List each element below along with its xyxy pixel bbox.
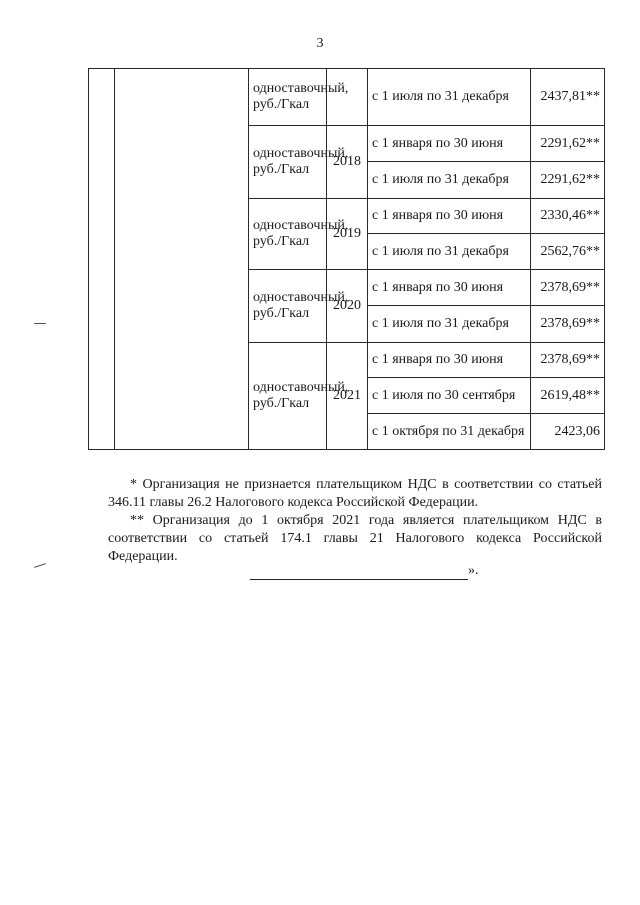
tariff-value-cell: 2423,06 bbox=[531, 414, 605, 450]
margin-mark-lower bbox=[34, 563, 46, 568]
table-row bbox=[89, 69, 605, 126]
tariff-type-cell: одноставочный, руб./Гкал bbox=[249, 199, 327, 270]
period-cell: с 1 июля по 31 декабря bbox=[368, 306, 531, 343]
organization-cell bbox=[115, 69, 249, 450]
closing-quote: ». bbox=[468, 563, 479, 578]
number-cell bbox=[89, 69, 115, 450]
tariff-value-cell: 2291,62** bbox=[531, 126, 605, 162]
period-cell: с 1 октября по 31 декабря bbox=[368, 414, 531, 450]
tariff-value-cell: 2619,48** bbox=[531, 378, 605, 414]
page-number: 3 bbox=[316, 36, 324, 51]
period-cell: с 1 января по 30 июня bbox=[368, 199, 531, 234]
signature-underline bbox=[250, 565, 468, 580]
year-cell: 2019 bbox=[327, 199, 368, 270]
tariff-value-cell: 2378,69** bbox=[531, 306, 605, 343]
year-cell: 2021 bbox=[327, 343, 368, 450]
tariff-type-cell: одноставочный, руб./Гкал bbox=[249, 69, 327, 126]
tariff-value-cell: 2291,62** bbox=[531, 162, 605, 199]
period-cell: с 1 июля по 31 декабря bbox=[368, 234, 531, 270]
tariff-type-cell: одноставочный, руб./Гкал bbox=[249, 343, 327, 450]
period-cell: с 1 января по 30 июня bbox=[368, 343, 531, 378]
tariff-value-cell: 2437,81** bbox=[531, 69, 605, 126]
tariff-value-cell: 2378,69** bbox=[531, 343, 605, 378]
tariff-type-cell: одноставочный, руб./Гкал bbox=[249, 126, 327, 199]
footnote-vat-payer: ** Организация до 1 октября 2021 года является плательщиком НДС в соответствии со статьей 174.1 главы 21 Налогового кодекса Российской Федерации. bbox=[108, 513, 602, 564]
year-cell: 2020 bbox=[327, 270, 368, 343]
tariff-value-cell: 2378,69** bbox=[531, 270, 605, 306]
period-cell: с 1 июля по 30 сентября bbox=[368, 378, 531, 414]
tariff-value-cell: 2330,46** bbox=[531, 199, 605, 234]
footnote-vat-not-payer: * Организация не признается плательщиком НДС в соответствии со статьей 346.11 главы 26.2 Налогового кодекса Российской Федерации. bbox=[108, 477, 602, 510]
period-cell: с 1 января по 30 июня bbox=[368, 270, 531, 306]
tariff-type-cell: одноставочный, руб./Гкал bbox=[249, 270, 327, 343]
margin-mark-upper bbox=[34, 323, 46, 324]
tariff-table bbox=[88, 68, 605, 450]
year-cell: 2018 bbox=[327, 126, 368, 199]
period-cell: с 1 июля по 31 декабря bbox=[368, 162, 531, 199]
period-cell: с 1 июля по 31 декабря bbox=[368, 69, 531, 126]
tariff-table-body bbox=[89, 69, 605, 450]
year-cell bbox=[327, 69, 368, 126]
tariff-value-cell: 2562,76** bbox=[531, 234, 605, 270]
period-cell: с 1 января по 30 июня bbox=[368, 126, 531, 162]
closing-line bbox=[250, 562, 490, 580]
